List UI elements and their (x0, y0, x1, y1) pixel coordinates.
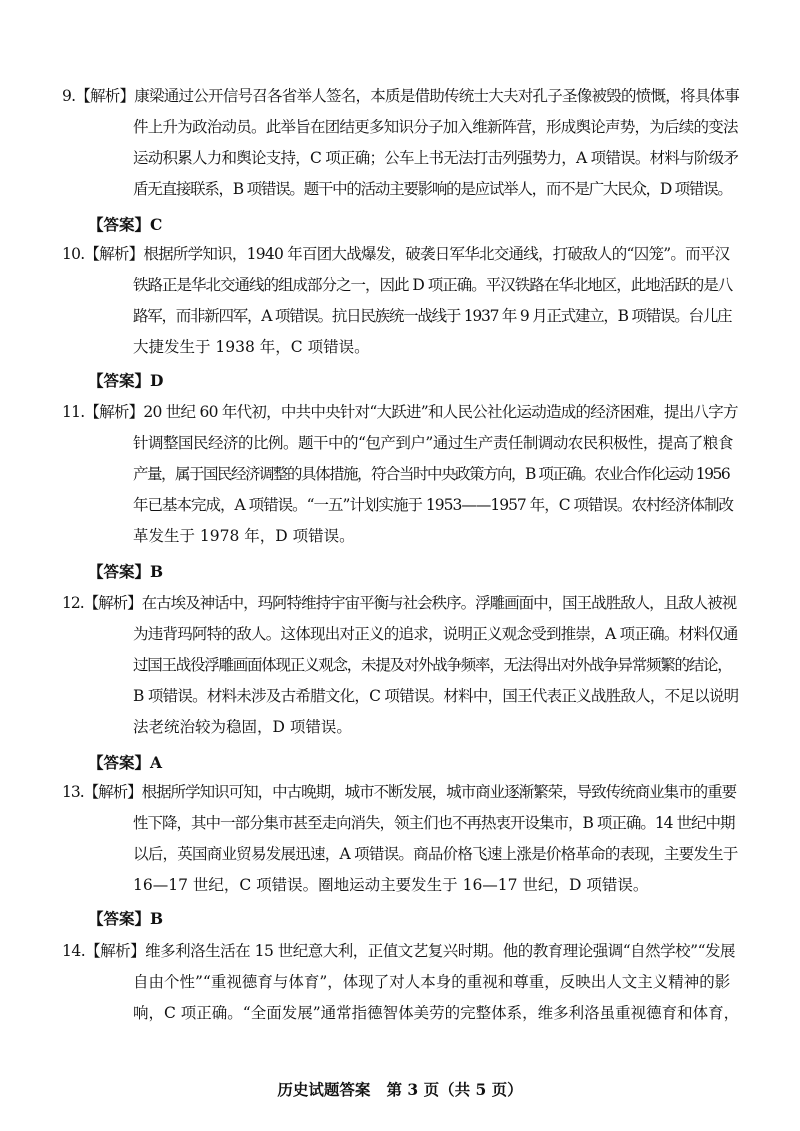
q9-line-1: 9.【解析】康梁通过公开信号召各省举人签名，本质是借助传统士大夫对孔子圣像被毁的愤慨，将具体事 (62, 87, 740, 105)
q11-answer: 【答案】B (88, 562, 164, 581)
q13-line-3: 以后，英国商业贸易发展迅速，A 项错误。商品价格飞速上涨是价格革命的表现，主要发生于 (133, 845, 738, 863)
q11-line-1: 11.【解析】20 世纪 60 年代初，中共中央针对“大跃进”和人民公社化运动造成的经济困难，提出八字方 (62, 403, 738, 421)
q13-answer: 【答案】B (88, 909, 164, 928)
q12-answer: 【答案】A (88, 753, 163, 772)
q11-line-4: 年已基本完成，A 项错误。“一五”计划实施于 1953——1957 年，C 项错误。农村经济体制改 (133, 496, 734, 514)
q10-line-1: 10.【解析】根据所学知识，1940 年百团大战爆发，破袭日军华北交通线，打破敌人的“囚笼”。而平汉 (62, 245, 730, 263)
q11-line-5: 革发生于 1978 年，D 项错误。 (133, 527, 355, 545)
q14-line-3: 响，C 项正确。“全面发展”通常指德智体美劳的完整体系，维多利洛虽重视德育和体育， (133, 1004, 740, 1022)
q10-line-3: 路军，而非新四军，A 项错误。抗日民族统一战线于 1937 年 9 月正式建立，B 项错误。台儿庄 (133, 307, 732, 325)
q10-answer: 【答案】D (88, 371, 164, 390)
q12-line-1: 12.【解析】在古埃及神话中，玛阿特维持宇宙平衡与社会秩序。浮雕画面中，国王战胜敌人，且敌人被视 (62, 594, 737, 612)
q9-answer: 【答案】C (88, 215, 163, 234)
q9-line-2: 件上升为政治动员。此举旨在团结更多知识分子加入维新阵营，形成舆论声势，为后续的变法 (133, 118, 738, 136)
q14-line-2: 自由个性”“重视德育与体育”，体现了对人本身的重视和尊重，反映出人文主义精神的影 (133, 973, 731, 991)
q9-line-4: 盾无直接联系，B 项错误。题干中的活动主要影响的是应试举人，而不是广大民众，D 项错误。 (133, 180, 732, 198)
q9-line-3: 运动积累人力和舆论支持，C 项正确；公车上书无法打击列强势力，A 项错误。材料与阶级矛 (133, 149, 739, 167)
page-footer: 历史试题答案 第 3 页（共 5 页） (277, 1080, 523, 1099)
q12-line-3: 过国王战役浮雕画面体现正义观念，未提及对外战争频率，无法得出对外战争异常频繁的结论， (133, 656, 732, 674)
q13-line-1: 13.【解析】根据所学知识可知，中古晚期，城市不断发展，城市商业逐渐繁荣，导致传统商业集市的重要 (62, 783, 737, 801)
q14-line-1: 14.【解析】维多利洛生活在 15 世纪意大利，正值文艺复兴时期。他的教育理论强调“自然学校”“发展 (62, 942, 736, 960)
q12-line-2: 为违背玛阿特的敌人。这体现出对正义的追求，说明正义观念受到推崇，A 项正确。材料仅通 (133, 625, 738, 643)
q11-line-2: 针调整国民经济的比例。题干中的“包产到户”通过生产责任制调动农民积极性，提高了粮食 (133, 434, 733, 452)
q12-line-5: 法老统治较为稳固，D 项错误。 (133, 718, 352, 736)
q11-line-3: 产量，属于国民经济调整的具体措施，符合当时中央政策方向，B 项正确。农业合作化运动 1956 (133, 465, 730, 483)
q10-line-4: 大捷发生于 1938 年，C 项错误。 (133, 338, 370, 356)
q12-line-4: B 项错误。材料未涉及古希腊文化，C 项错误。材料中，国王代表正义战胜敌人，不足以说明 (133, 687, 739, 705)
q13-line-2: 性下降，其中一部分集市甚至走向消失，领主们也不再热衷开设集市，B 项正确。14 世纪中期 (133, 814, 735, 832)
q10-line-2: 铁路正是华北交通线的组成部分之一，因此 D 项正确。平汉铁路在华北地区，此地活跃的是八 (133, 276, 733, 294)
q13-line-4: 16—17 世纪，C 项错误。圈地运动主要发生于 16—17 世纪，D 项错误。 (133, 876, 649, 894)
